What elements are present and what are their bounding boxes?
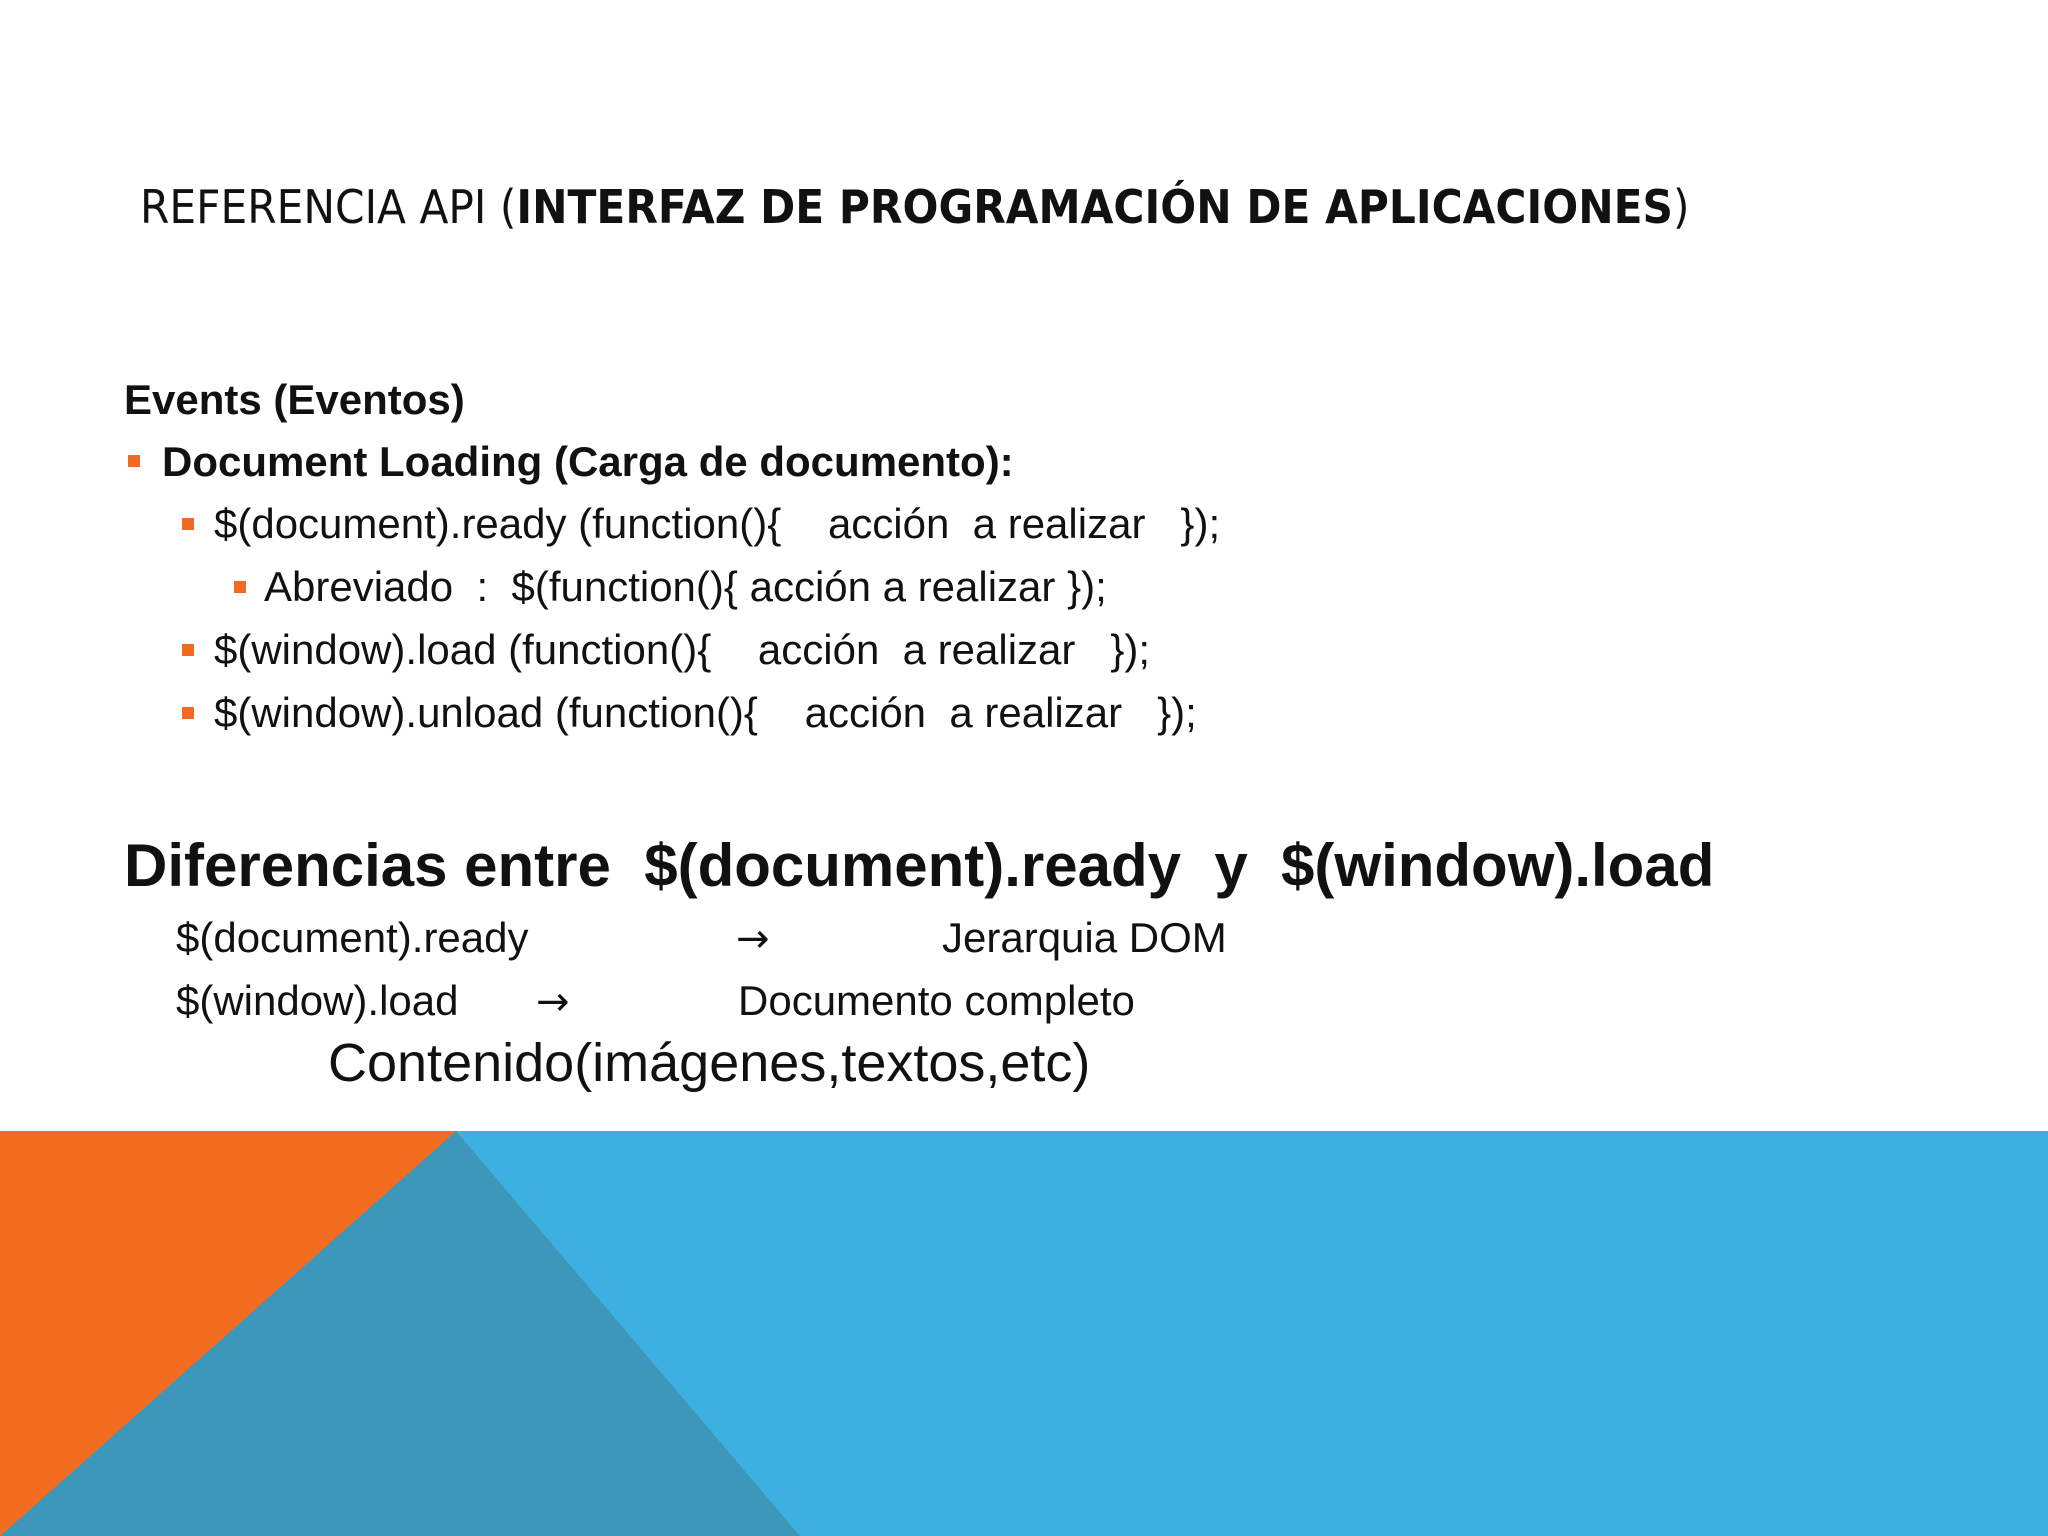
window-unload-bullet: $(window).unload (function(){ acción a realizar }); [214, 689, 1197, 736]
bullet-square-icon [182, 518, 194, 530]
document-ready-bullet: $(document).ready (function(){ acción a realizar }); [214, 500, 1221, 547]
slide-title-bold: INTERFAZ DE PROGRAMACIÓN DE APLICACIONES [516, 180, 1674, 234]
document-loading-bullet: Document Loading (Carga de documento): [162, 438, 1014, 485]
slide-title-prefix: REFERENCIA API ( [140, 180, 517, 234]
window-load-label: $(window).load [176, 977, 459, 1024]
slide-title [140, 172, 1851, 242]
abbreviated-ready-bullet: Abreviado : $(function(){ acción a realizar }); [264, 563, 1107, 610]
bullet-square-icon [234, 581, 246, 593]
differences-heading: Diferencias entre $(document).ready y $(window).load [124, 832, 1715, 899]
arrow-right-icon [536, 971, 570, 1032]
bullet-square-icon [182, 707, 194, 719]
complete-document-label: Documento completo [738, 977, 1135, 1024]
events-heading: Events (Eventos) [124, 376, 465, 423]
slide-title-suffix: ) [1673, 180, 1690, 234]
dom-hierarchy-label: Jerarquia DOM [942, 914, 1227, 961]
window-load-bullet: $(window).load (function(){ acción a realizar }); [214, 626, 1151, 673]
arrow-right-glyph: → [536, 979, 570, 1025]
arrow-right-glyph: → [736, 916, 770, 962]
bullet-square-icon [128, 455, 140, 467]
arrow-right-icon [736, 908, 770, 969]
decorative-color-band [0, 1131, 2048, 1536]
bullet-square-icon [182, 644, 194, 656]
content-note: Contenido(imágenes,textos,etc) [328, 1033, 1091, 1093]
document-ready-label: $(document).ready [176, 914, 529, 961]
